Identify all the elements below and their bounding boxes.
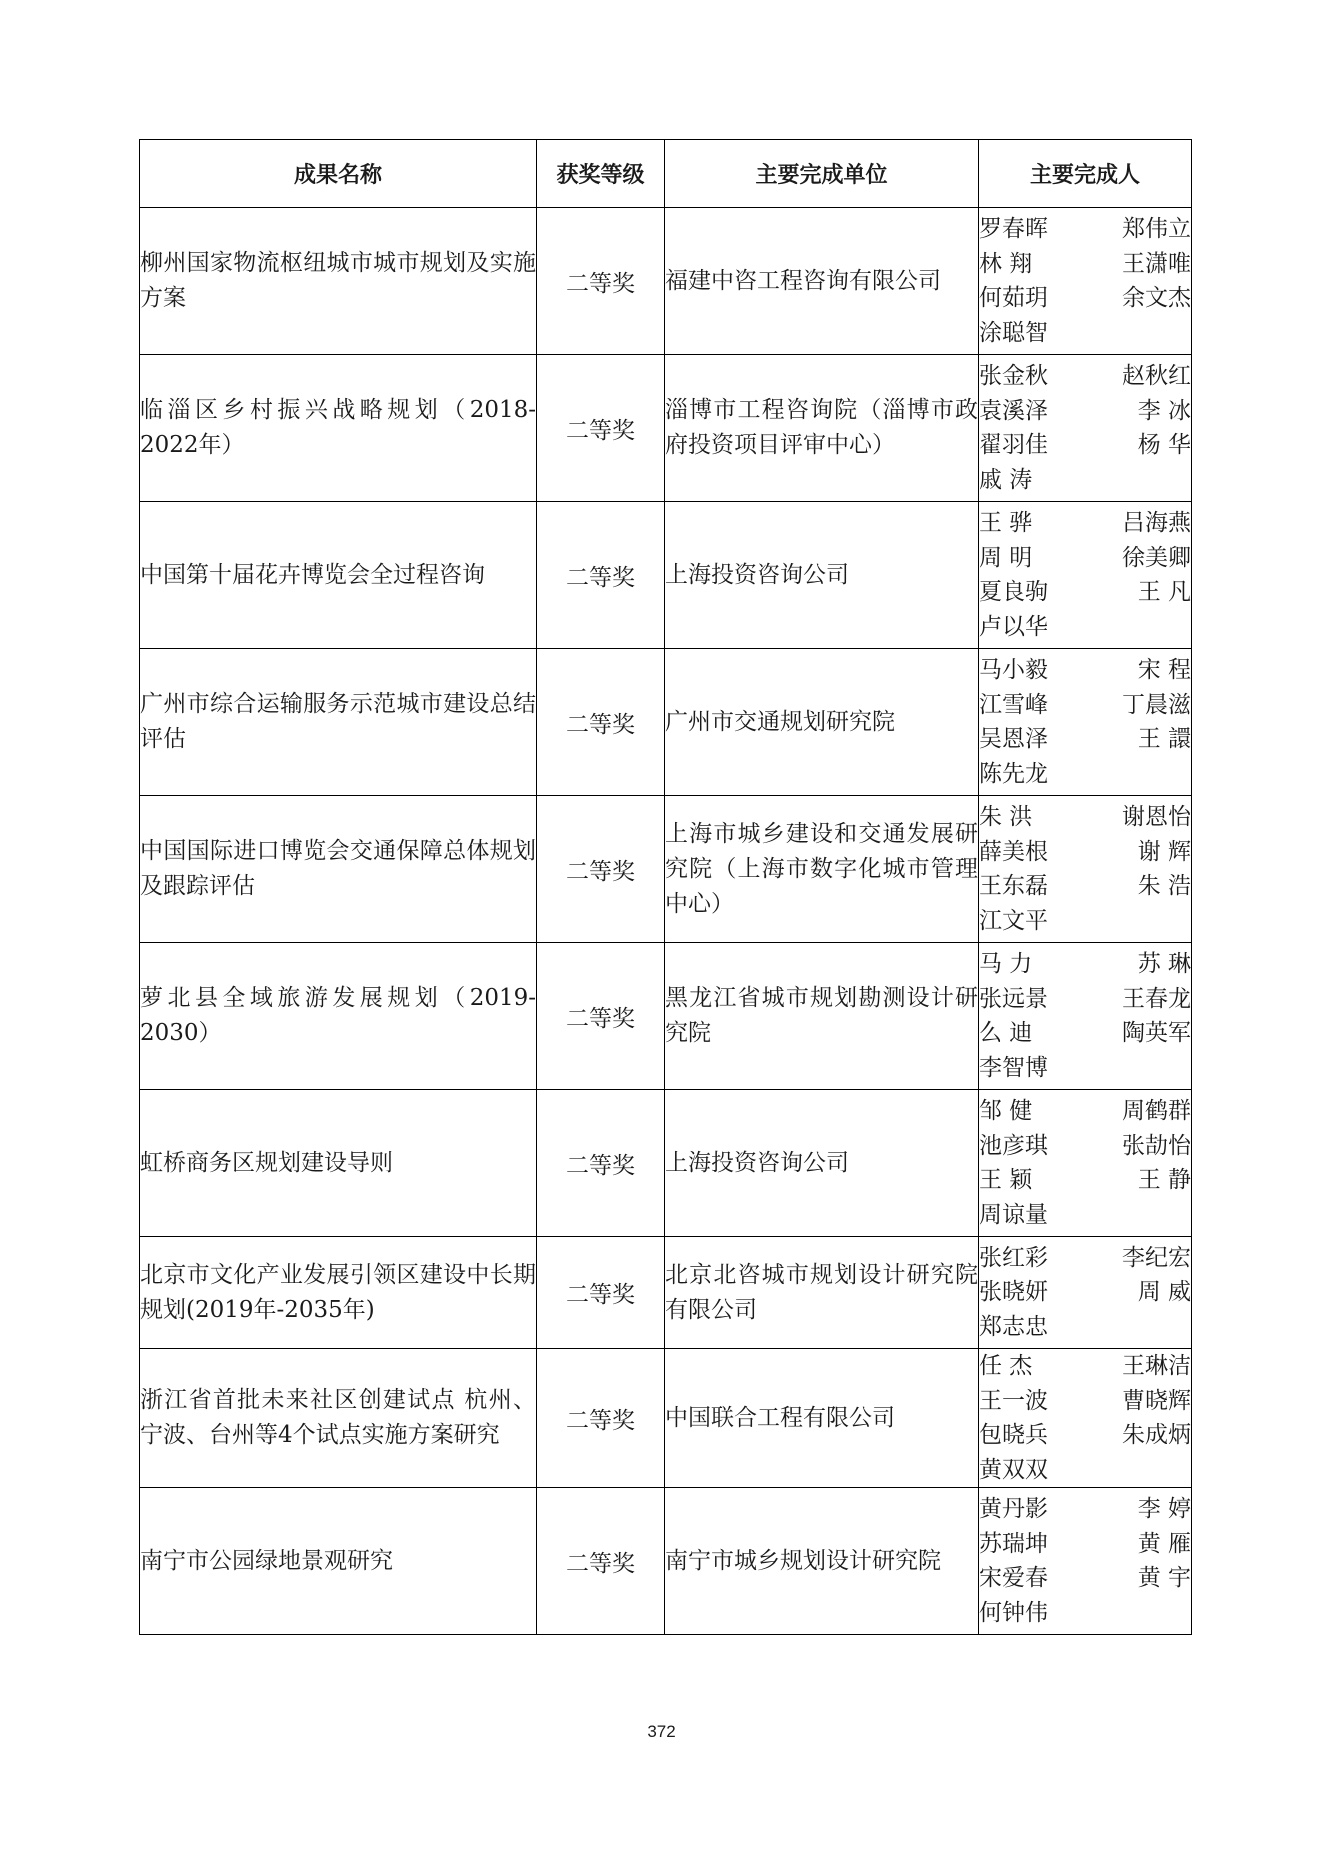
person-name: 王 骅 [979,510,1033,536]
person-name: 张劼怡 [1122,1132,1191,1159]
person-name: 翟羽佳 [979,432,1048,458]
person-name: 陈先龙 [979,760,1048,787]
main-unit-cell: 淄博市工程咨询院（淄博市政府投资项目评审中心） [665,355,979,502]
main-unit-cell: 上海市城乡建设和交通发展研究院（上海市数字化城市管理中心） [665,796,979,943]
table-row [140,502,1192,649]
person-name: 周鹤群 [1122,1098,1191,1124]
table-row [140,355,1192,502]
person-name: 薛美根 [979,838,1048,865]
main-unit-cell: 南宁市城乡规划设计研究院 [665,1488,979,1635]
person-name: 池彦琪 [979,1132,1048,1159]
main-people-cell [979,649,1192,796]
main-unit-cell: 上海投资咨询公司 [665,502,979,649]
person-name: 何茹玥 [979,285,1048,311]
achievement-name-cell: 虹桥商务区规划建设导则 [140,1090,537,1237]
person-name: 王潇唯 [1122,250,1191,277]
person-name: 马小毅 [979,657,1048,683]
table-row [140,796,1192,943]
person-name: 何钟伟 [979,1599,1048,1626]
main-unit-cell: 北京北咨城市规划设计研究院有限公司 [665,1237,979,1349]
table-row [140,1090,1192,1237]
person-name: 李纪宏 [1122,1244,1191,1271]
main-people-cell [979,1090,1192,1237]
main-people-cell [979,355,1192,502]
person-name: 袁溪泽 [979,397,1048,424]
person-name: 罗春晖 [979,216,1048,242]
achievement-name-cell: 广州市综合运输服务示范城市建设总结评估 [140,649,537,796]
person-name: 李 婷 [1137,1496,1191,1522]
table-row [140,1349,1192,1488]
person-name: 李智博 [979,1054,1048,1081]
person-name: 卢以华 [979,613,1048,640]
person-name: 张远景 [979,985,1048,1012]
award-level-cell: 二等奖 [537,649,665,796]
person-name: 李 冰 [1137,397,1191,424]
main-people-cell [979,796,1192,943]
person-name: 张金秋 [979,363,1048,389]
person-name: 王一波 [979,1387,1048,1414]
person-name: 吕海燕 [1122,510,1191,536]
person-name: 王 凡 [1137,579,1191,605]
person-name: 涂聪智 [979,319,1048,346]
table-header-row [140,140,1192,208]
person-name: 邹 健 [979,1098,1033,1124]
person-name: 谢 辉 [1137,838,1191,865]
person-name: 周谅量 [979,1201,1048,1228]
award-level-cell: 二等奖 [537,796,665,943]
main-unit-cell: 广州市交通规划研究院 [665,649,979,796]
person-name: 江文平 [979,907,1048,934]
person-name: 王 静 [1137,1167,1191,1193]
people-list [979,947,1191,1085]
people-list [979,1349,1191,1487]
person-name: 朱 浩 [1137,873,1191,899]
achievement-name-cell: 浙江省首批未来社区创建试点 杭州、宁波、台州等4个试点实施方案研究 [140,1349,537,1488]
person-name: 宋爱春 [979,1565,1048,1591]
table-row [140,1488,1192,1635]
table-row [140,943,1192,1090]
main-people-cell [979,1488,1192,1635]
header-award-level: 获奖等级 [537,140,665,208]
person-name: 王东磊 [979,873,1048,899]
people-list [979,212,1191,350]
main-people-cell [979,208,1192,355]
table-row [140,208,1192,355]
main-people-cell [979,943,1192,1090]
person-name: 王 譞 [1137,726,1191,752]
header-main-unit: 主要完成单位 [665,140,979,208]
person-name: 杨 华 [1137,432,1191,458]
achievement-name-cell: 柳州国家物流枢纽城市城市规划及实施方案 [140,208,537,355]
person-name: 江雪峰 [979,691,1048,718]
person-name: 黄 雁 [1137,1530,1191,1557]
person-name: 周 明 [979,544,1033,571]
award-level-cell: 二等奖 [537,1488,665,1635]
main-people-cell [979,1349,1192,1488]
achievement-name-cell: 临淄区乡村振兴战略规划（2018-2022年） [140,355,537,502]
person-name: 陶英军 [1122,1020,1191,1046]
people-list [979,1492,1191,1630]
award-level-cell: 二等奖 [537,1349,665,1488]
person-name: 林 翔 [979,250,1033,277]
person-name: 苏瑞坤 [979,1530,1048,1557]
person-name: 郑伟立 [1122,216,1191,242]
person-name: 黄 宇 [1137,1565,1191,1591]
achievement-name-cell: 中国第十届花卉博览会全过程咨询 [140,502,537,649]
person-name: 周 威 [1137,1279,1191,1306]
person-name: 任 杰 [979,1353,1033,1379]
main-unit-cell: 福建中咨工程咨询有限公司 [665,208,979,355]
header-main-people: 主要完成人 [979,140,1192,208]
main-unit-cell: 中国联合工程有限公司 [665,1349,979,1488]
person-name: 余文杰 [1122,285,1191,311]
header-achievement-name: 成果名称 [140,140,537,208]
person-name: 张晓妍 [979,1279,1048,1306]
main-people-cell [979,1237,1192,1349]
person-name: 朱 洪 [979,804,1033,830]
achievement-name-cell: 北京市文化产业发展引领区建设中长期规划(2019年-2035年) [140,1237,537,1349]
person-name: 朱成炳 [1122,1422,1191,1448]
award-level-cell: 二等奖 [537,502,665,649]
person-name: 王 颖 [979,1167,1033,1193]
people-list [979,1241,1191,1345]
main-unit-cell: 上海投资咨询公司 [665,1090,979,1237]
award-level-cell: 二等奖 [537,1237,665,1349]
person-name: 苏 琳 [1137,951,1191,977]
people-list [979,800,1191,938]
award-level-cell: 二等奖 [537,208,665,355]
person-name: 谢恩怡 [1122,804,1191,830]
people-list [979,1094,1191,1232]
page-number: 372 [647,1722,676,1741]
main-people-cell [979,502,1192,649]
table-row [140,1237,1192,1349]
people-list [979,653,1191,791]
person-name: 郑志忠 [979,1313,1048,1340]
achievement-name-cell: 萝北县全域旅游发展规划（2019-2030） [140,943,537,1090]
person-name: 吴恩泽 [979,726,1048,752]
person-name: 赵秋红 [1122,363,1191,389]
person-name: 丁晨滋 [1122,691,1191,718]
person-name: 包晓兵 [979,1422,1048,1448]
person-name: 黄双双 [979,1456,1048,1483]
person-name: 黄丹影 [979,1496,1048,1522]
person-name: 宋 程 [1137,657,1191,683]
main-unit-cell: 黑龙江省城市规划勘测设计研究院 [665,943,979,1090]
person-name: 么 迪 [979,1020,1033,1046]
person-name: 王春龙 [1122,985,1191,1012]
person-name: 戚 涛 [979,466,1033,493]
achievement-name-cell: 中国国际进口博览会交通保障总体规划及跟踪评估 [140,796,537,943]
awards-table [139,139,1192,1635]
person-name: 夏良驹 [979,579,1048,605]
award-level-cell: 二等奖 [537,943,665,1090]
award-level-cell: 二等奖 [537,355,665,502]
table-row [140,649,1192,796]
achievement-name-cell: 南宁市公园绿地景观研究 [140,1488,537,1635]
person-name: 曹晓辉 [1122,1387,1191,1414]
person-name: 王琳洁 [1122,1353,1191,1379]
people-list [979,506,1191,644]
person-name: 张红彩 [979,1244,1048,1271]
person-name: 马 力 [979,951,1033,977]
person-name: 徐美卿 [1122,544,1191,571]
award-level-cell: 二等奖 [537,1090,665,1237]
people-list [979,359,1191,497]
